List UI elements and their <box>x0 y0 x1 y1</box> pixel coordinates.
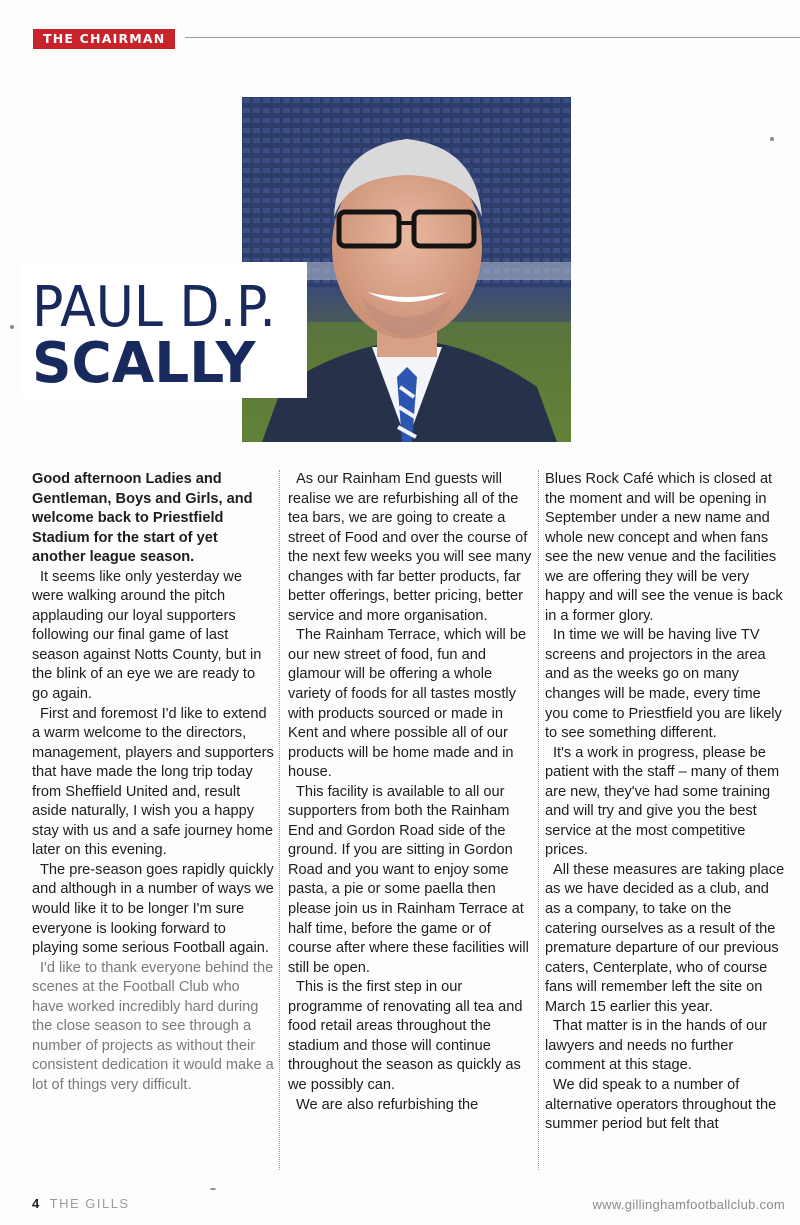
article-paragraph: All these measures are taking place as we have decided as a club, and as a company, to take on the catering ourselves as a result of the premature departure of our previous caters, Centerplate, who of course fans will remember left the site on March 15 earlier this year. <box>545 861 785 1015</box>
magazine-name: THE GILLS <box>49 1196 130 1211</box>
page-number: 4 <box>32 1196 41 1211</box>
article-paragraph: I'd like to thank everyone behind the scenes at the Football Club who have worked incredibly hard during the close season to see through a number of projects as without their consistent dedication it would make a lot of things very difficult. <box>32 959 274 1093</box>
article-paragraph: Good afternoon Ladies and Gentleman, Boys and Girls, and welcome back to Priestfield Stadium for the start of yet another league season. <box>32 471 253 566</box>
article-paragraph: The pre-season goes rapidly quickly and although in a number of ways we would like it to be longer I'm sure everyone is looking forward to playing some serious Football again. <box>32 861 274 957</box>
name-title-block <box>20 262 307 398</box>
section-label: THE CHAIRMAN <box>33 29 175 49</box>
column-divider <box>279 470 280 1170</box>
article-paragraph: The Rainham Terrace, which will be our new street of food, fun and glamour will be offering a whole variety of foods for all tastes mostly with products sourced or made in Kent and where possible all of our products will be home made and in house. <box>288 627 527 781</box>
article-paragraph: That matter is in the hands of our lawyers and needs no further comment at this stage. <box>545 1018 768 1074</box>
article-paragraph: This facility is available to all our supporters from both the Rainham End and Gordon Road side of the ground. If you are sitting in Gordon Road and you want to enjoy some pasta, a pie or some paella then please join us in Rainham Terrace at half time, before the game or of course after where these facilities will still be open. <box>288 783 529 976</box>
article-paragraph: It seems like only yesterday we were walking around the pitch applauding our loyal supporters following our final game of last season against Notts County, but in the blink of an eye we are ready to go again. <box>32 568 262 703</box>
article-paragraph: In time we will be having live TV screens and projectors in the area and as the weeks go on many changes will be made, every time you come to Priestfield you are likely to see something different. <box>545 627 782 742</box>
column-divider <box>538 470 539 1170</box>
scan-speck <box>10 325 14 329</box>
scan-speck <box>770 137 774 141</box>
title-first-name: PAUL D.P. <box>32 275 276 340</box>
article-paragraph: We are also refurbishing the <box>296 1096 479 1113</box>
article-column-2 <box>288 470 534 1115</box>
article-paragraph: We did speak to a number of alternative operators throughout the summer period but felt that <box>545 1076 777 1133</box>
header-rule <box>185 37 800 38</box>
article-column-1 <box>32 470 274 1096</box>
article-paragraph: This is the first step in our programme of renovating all tea and food retail areas throughout the stadium and those will continue throughout the season as quickly as we possibly can. <box>288 979 523 1093</box>
footer-website: www.gillinghamfootballclub.com <box>592 1197 785 1212</box>
article-paragraph: First and foremost I'd like to extend a warm welcome to the directors, management, players and supporters that have made the long trip today from Sheffield United and, result aside naturally, I wish you a happy stay with us and a safe journey home later on this evening. <box>32 705 274 859</box>
article-paragraph: It's a work in progress, please be patient with the staff – many of them are new, they've had some training and will try and give you the best service at the most competitive prices. <box>545 744 780 859</box>
title-surname: SCALLY <box>32 331 256 396</box>
article-paragraph: Blues Rock Café which is closed at the moment and will be opening in September under a new name and whole new concept and when fans see the new venue and the facilities we are offering they will be very happy and will see the venue is back in a former glory. <box>545 471 783 624</box>
article-paragraph: As our Rainham End guests will realise we are refurbishing all of the tea bars, we are going to create a street of Food and over the course of the next few weeks you will see many changes with far better products, far better offerings, better pricing, better service and more organisation. <box>288 471 532 624</box>
article-column-3 <box>545 470 785 1135</box>
scan-speck <box>210 1188 216 1190</box>
footer-folio <box>32 1196 130 1211</box>
